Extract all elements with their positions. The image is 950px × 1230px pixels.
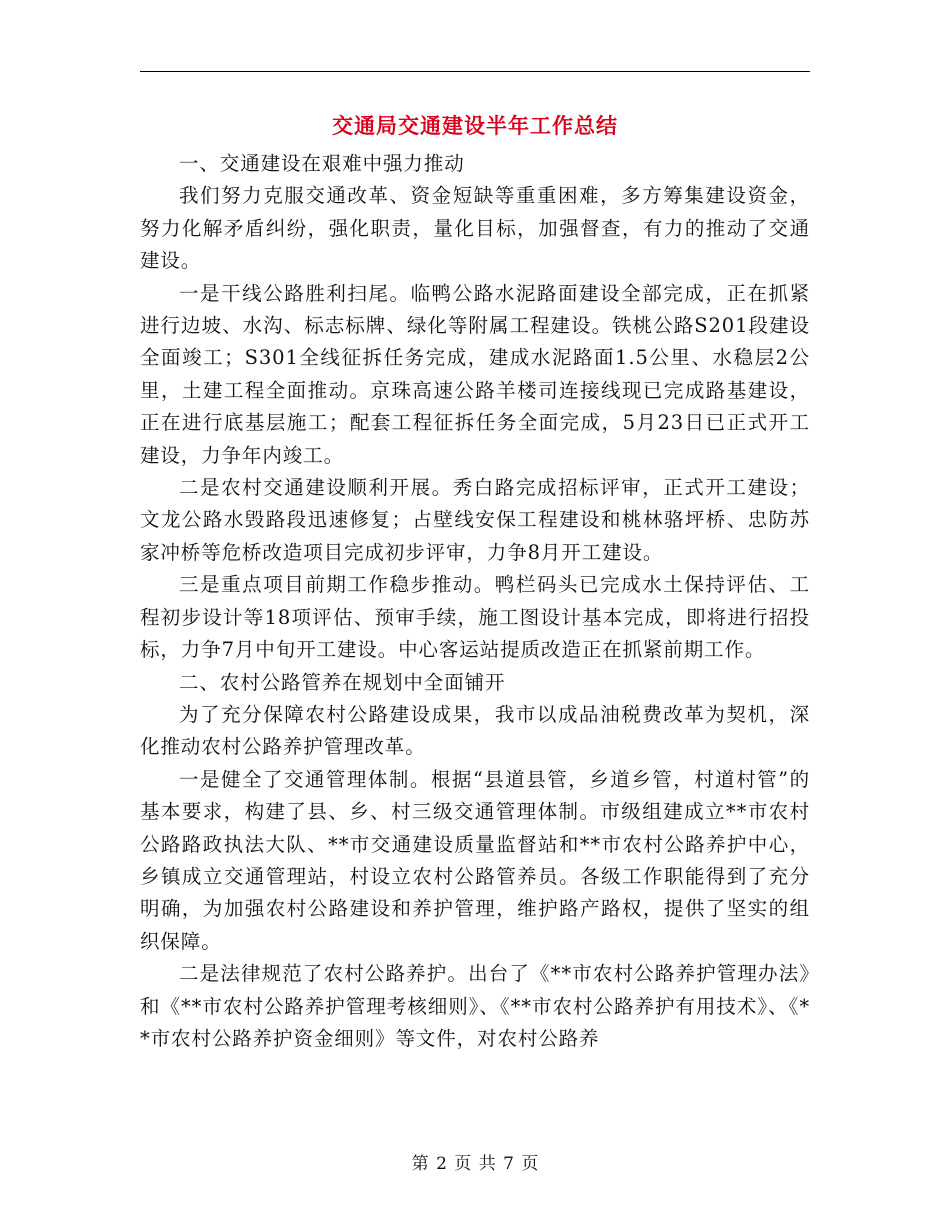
section-heading-1: 一、交通建设在艰难中强力推动 (179, 152, 465, 175)
body-paragraph: 三是重点项目前期工作稳步推动。鸭栏码头已完成水土保持评估、工程初步设计等18项评估、预审手续，施工图设计基本完成，即将进行招投标，力争7月中旬开工建设。中心客运站提质改造正在抓紧前期工作。 (140, 573, 810, 662)
page-number: 第 2 页 共 7 页 (411, 1154, 539, 1174)
document-title: 交通局交通建设半年工作总结 (332, 113, 618, 138)
body-paragraph: 我们努力克服交通改革、资金短缺等重重困难，多方筹集建设资金，努力化解矛盾纠纷，强化职责，量化目标，加强督查，有力的推动了交通建设。 (140, 184, 810, 273)
body-paragraph: 二是农村交通建设顺利开展。秀白路完成招标评审，正式开工建设；文龙公路水毁路段迅速修复；占壁线安保工程建设和桃林骆坪桥、忠防苏家冲桥等危桥改造项目完成初步评审，力争8月开工建设。 (140, 476, 810, 564)
section-heading-2: 二、农村公路管养在规划中全面铺开 (179, 670, 506, 694)
header-rule (140, 71, 810, 72)
body-paragraph: 一是干线公路胜利扫尾。临鸭公路水泥路面建设全部完成，正在抓紧进行边坡、水沟、标志标牌、绿化等附属工程建设。铁桃公路S201段建设全面竣工；S301全线征拆任务完成，建成水泥路面1.5公里、水稳层2公里，土建工程全面推动。京珠高速公路羊楼司连接线现已完成路基建设，正在进行底基层施工；配套工程征拆任务全面完成，5月23日已正式开工建设，力争年内竣工。 (140, 281, 810, 467)
document-body (140, 148, 810, 1055)
body-paragraph: 为了充分保障农村公路建设成果，我市以成品油税费改革为契机，深化推动农村公路养护管理改革。 (140, 702, 810, 759)
body-paragraph: 二是法律规范了农村公路养护。出台了《**市农村公路养护管理办法》和《**市农村公路养护管理考核细则》、《**市农村公路养护有用技术》、《**市农村公路养护资金细则》等文件，对农村公路养 (140, 962, 810, 1050)
body-paragraph: 一是健全了交通管理体制。根据“县道县管，乡道乡管，村道村管”的基本要求，构建了县、乡、村三级交通管理体制。市级组建成立**市农村公路路政执法大队、**市交通建设质量监督站和**市农村公路养护中心，乡镇成立交通管理站，村设立农村公路管养员。各级工作职能得到了充分明确，为加强农村公路建设和养护管理，维护路产路权，提供了坚实的组织保障。 (140, 767, 810, 953)
